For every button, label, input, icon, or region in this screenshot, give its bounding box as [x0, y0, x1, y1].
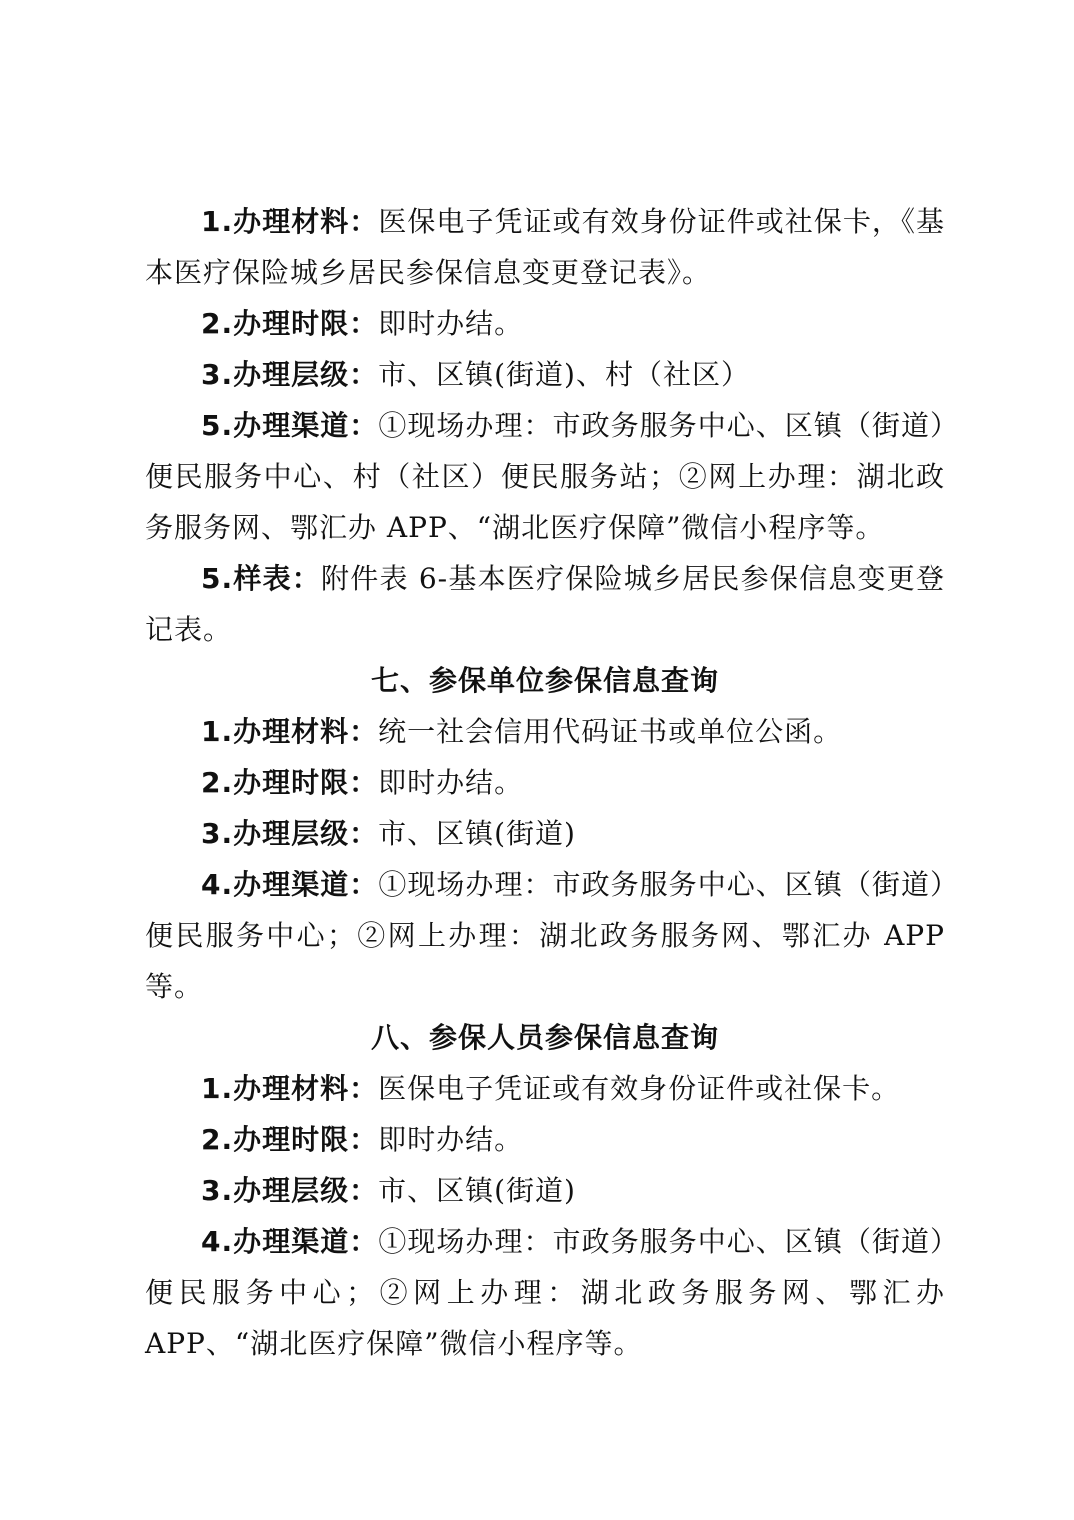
s8-channel-text: ①现场办理：市政务服务中心、区镇（街道）便民服务中心；②网上办理：湖北政务服务网、鄂汇办 APP、“湖北医疗保障”微信小程序等。	[145, 1225, 945, 1360]
s7-time-limit-text: 即时办结。	[378, 766, 524, 799]
s6-level-text: 市、区镇(街道)、村（社区）	[378, 358, 750, 391]
section-7-heading: 七、参保单位参保信息查询	[370, 664, 719, 697]
s6-channel-label: 5.办理渠道：	[201, 409, 379, 442]
s6-form-paragraph	[145, 553, 945, 655]
s7-materials-paragraph	[145, 706, 945, 757]
s6-materials-text: 医保电子凭证或有效身份证件或社保卡，《基本医疗保险城乡居民参保信息变更登记表》。	[145, 205, 945, 289]
s6-time-limit-paragraph	[145, 298, 945, 349]
s8-time-limit-text: 即时办结。	[378, 1123, 524, 1156]
s8-level-paragraph	[145, 1165, 945, 1216]
s6-channel-paragraph	[145, 400, 945, 553]
s8-level-label: 3.办理层级：	[201, 1174, 379, 1207]
s7-channel-text: ①现场办理：市政务服务中心、区镇（街道）便民服务中心；②网上办理：湖北政务服务网、鄂汇办 APP 等。	[145, 868, 945, 1003]
s7-level-paragraph	[145, 808, 945, 859]
s7-level-label: 3.办理层级：	[201, 817, 379, 850]
s6-materials-label: 1.办理材料：	[201, 205, 379, 238]
s7-channel-paragraph	[145, 859, 945, 1012]
s8-time-limit-paragraph	[145, 1114, 945, 1165]
s8-materials-label: 1.办理材料：	[201, 1072, 379, 1105]
section-8-heading: 八、参保人员参保信息查询	[370, 1021, 719, 1054]
s6-channel-text: ①现场办理：市政务服务中心、区镇（街道）便民服务中心、村（社区）便民服务站；②网上办理：湖北政务服务网、鄂汇办 APP、“湖北医疗保障”微信小程序等。	[145, 409, 945, 544]
s6-time-limit-text: 即时办结。	[378, 307, 524, 340]
s6-materials-paragraph	[145, 196, 945, 298]
s7-level-text: 市、区镇(街道)	[378, 817, 576, 850]
s6-form-text: 附件表 6-基本医疗保险城乡居民参保信息变更登记表。	[145, 562, 945, 646]
document-page	[145, 196, 945, 1369]
s8-time-limit-label: 2.办理时限：	[201, 1123, 379, 1156]
s7-time-limit-label: 2.办理时限：	[201, 766, 379, 799]
s8-channel-paragraph	[145, 1216, 945, 1369]
s6-level-label: 3.办理层级：	[201, 358, 379, 391]
s6-time-limit-label: 2.办理时限：	[201, 307, 379, 340]
s8-materials-text: 医保电子凭证或有效身份证件或社保卡。	[378, 1072, 901, 1105]
s8-level-text: 市、区镇(街道)	[378, 1174, 576, 1207]
s7-materials-label: 1.办理材料：	[201, 715, 379, 748]
s8-materials-paragraph	[145, 1063, 945, 1114]
s7-time-limit-paragraph	[145, 757, 945, 808]
s6-level-paragraph	[145, 349, 945, 400]
s6-form-label: 5.样表：	[201, 562, 322, 595]
s8-channel-label: 4.办理渠道：	[201, 1225, 379, 1258]
s7-channel-label: 4.办理渠道：	[201, 868, 379, 901]
s7-materials-text: 统一社会信用代码证书或单位公函。	[378, 715, 843, 748]
